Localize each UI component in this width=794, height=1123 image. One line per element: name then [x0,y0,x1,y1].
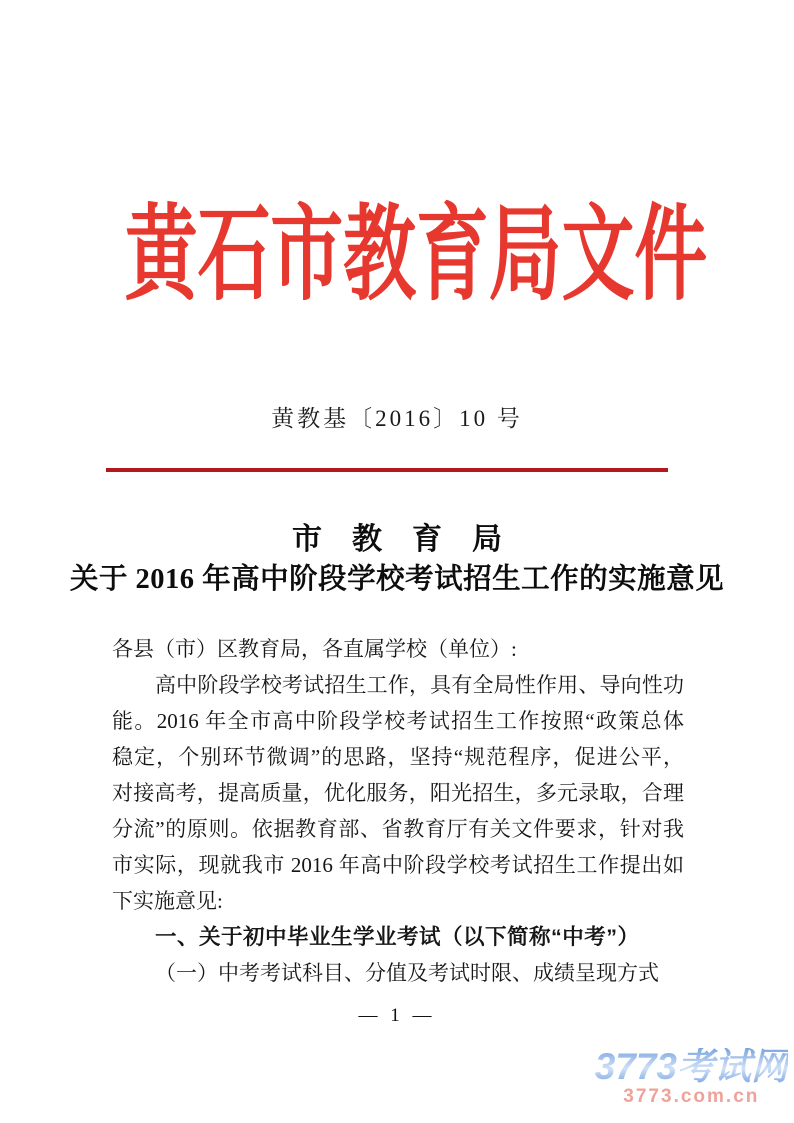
document-number: 黄教基〔2016〕10 号 [271,406,523,431]
body-line: 各县（市）区教育局，各直属学校（单位）: [112,637,517,661]
body-line: （一）中考考试科目、分值及考试时限、成绩呈现方式 [155,961,659,985]
document-title: 关于 2016 年高中阶段学校考试招生工作的实施意见 [69,564,725,595]
red-divider-rule [106,468,668,472]
title-block [0,520,794,600]
body-line: 下实施意见: [112,889,223,913]
body-line: 高中阶段学校考试招生工作，具有全局性作用、导向性功 [155,673,684,697]
watermark-site-url: 3773.com.cn [623,1086,760,1107]
body-line: 分流”的原则。依据教育部、省教育厅有关文件要求，针对我 [112,817,684,841]
body-line: 市实际，现就我市 2016 年高中阶段学校考试招生工作提出如 [112,853,684,877]
body-line: 一、关于初中毕业生学业考试（以下简称“中考”） [155,925,640,949]
watermark-site-name: 3773考试网 [594,1046,788,1087]
page-number: — 1 — [358,1005,436,1026]
body-text [112,631,684,991]
red-header-banner-text: 黄石市教育局文件 [124,198,708,313]
red-header-banner [0,186,794,326]
body-line: 稳定，个别环节微调”的思路，坚持“规范程序，促进公平， [112,745,684,769]
watermark [595,1048,788,1106]
body-line: 对接高考，提高质量，优化服务，阳光招生，多元录取，合理 [112,781,684,805]
issuer-line: 市 教 育 局 [292,523,502,556]
body-line: 能。2016 年全市高中阶段学校考试招生工作按照“政策总体 [112,709,684,733]
